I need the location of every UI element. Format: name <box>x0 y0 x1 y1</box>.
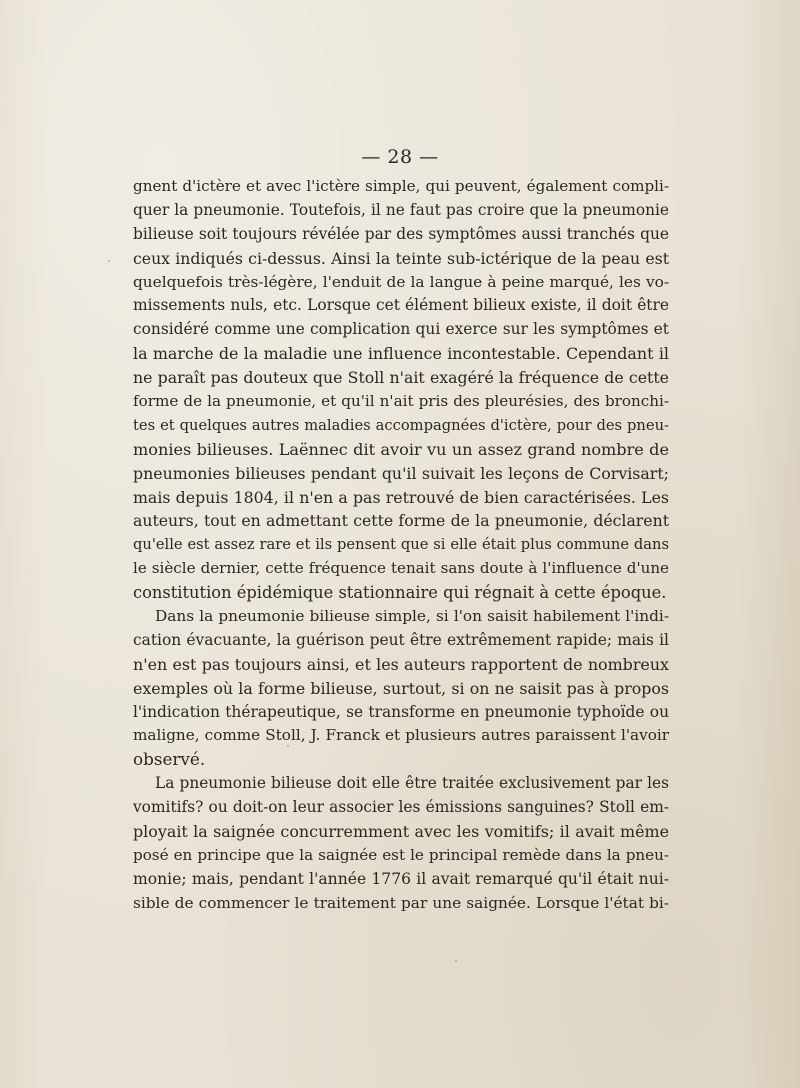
text-line: quelquefois très-légère, l'enduit de la langue à peine marqué, les vo- <box>133 272 669 291</box>
paper-speck <box>620 472 622 474</box>
text-line: l'indication thérapeutique, se transforme en pneumonie typhoïde ou <box>133 702 669 721</box>
text-line: missements nuls, etc. Lorsque cet élément bilieux existe, il doit être <box>133 296 669 315</box>
text-line: la marche de la maladie une influence incontestable. Cependant il <box>133 344 669 364</box>
text-line: bilieuse soit toujours révélée par des symptômes aussi tranchés que <box>133 224 669 243</box>
text-line: vomitifs? ou doit-on leur associer les émissions sanguines? Stoll em- <box>133 798 669 817</box>
text-line: gnent d'ictère et avec l'ictère simple, qui peuvent, également compli- <box>133 177 669 195</box>
text-line: ceux indiqués ci-dessus. Ainsi la teinte sub-ictérique de la peau est <box>133 248 669 268</box>
text-line: considéré comme une complication qui exerce sur les symptômes et <box>133 320 669 339</box>
text-line: monies bilieuses. Laënnec dit avoir vu un assez grand nombre de <box>133 439 669 459</box>
text-line: mais depuis 1804, il n'en a pas retrouvé de bien caractérisées. Les <box>133 487 669 507</box>
text-line: cation évacuante, la guérison peut être extrêmement rapide; mais il <box>133 630 669 649</box>
text-line: tes et quelques autres maladies accompagnées d'ictère, pour des pneu- <box>133 416 669 434</box>
text-line: posé en principe que la saignée est le principal remède dans la pneu- <box>133 845 669 864</box>
text-line: sible de commencer le traitement par une saignée. Lorsque l'état bi- <box>133 893 669 912</box>
text-line: qu'elle est assez rare et ils pensent que si elle était plus commune dans <box>133 536 669 554</box>
text-line: observé. <box>133 749 206 770</box>
text-line: La pneumonie bilieuse doit elle être traitée exclusivement par les <box>155 774 669 793</box>
text-line: quer la pneumonie. Toutefois, il ne faut pas croire que la pneumonie <box>133 200 669 219</box>
page-number: — 28 — <box>361 146 439 168</box>
text-line: exemples où la forme bilieuse, surtout, si on ne saisit pas à propos <box>133 678 669 698</box>
text-line: ployait la saignée concurremment avec les vomitifs; il avait même <box>133 822 669 842</box>
text-line: Dans la pneumonie bilieuse simple, si l'on saisit habilement l'indi- <box>155 607 669 626</box>
body-text <box>133 175 669 916</box>
paper-speck <box>108 260 110 262</box>
text-line: forme de la pneumonie, et qu'il n'ait pris des pleurésies, des bronchi- <box>133 392 669 411</box>
text-line: maligne, comme Stoll, J. Franck et plusieurs autres paraissent l'avoir <box>133 726 669 745</box>
text-line: constitution épidémique stationnaire qui régnait à cette époque. <box>133 583 667 603</box>
text-line: monie; mais, pendant l'année 1776 il avait remarqué qu'il était nui- <box>133 869 669 888</box>
text-line: ne paraît pas douteux que Stoll n'ait exagéré la fréquence de cette <box>133 368 669 388</box>
paper-speck <box>455 960 457 962</box>
text-line: auteurs, tout en admettant cette forme de la pneumonie, déclarent <box>133 511 669 531</box>
text-line: le siècle dernier, cette fréquence tenait sans doute à l'influence d'une <box>133 559 669 578</box>
text-line: n'en est pas toujours ainsi, et les auteurs rapportent de nombreux <box>133 654 669 674</box>
text-line: pneumonies bilieuses pendant qu'il suivait les leçons de Corvisart; <box>133 463 669 483</box>
paper-speck <box>287 745 289 747</box>
